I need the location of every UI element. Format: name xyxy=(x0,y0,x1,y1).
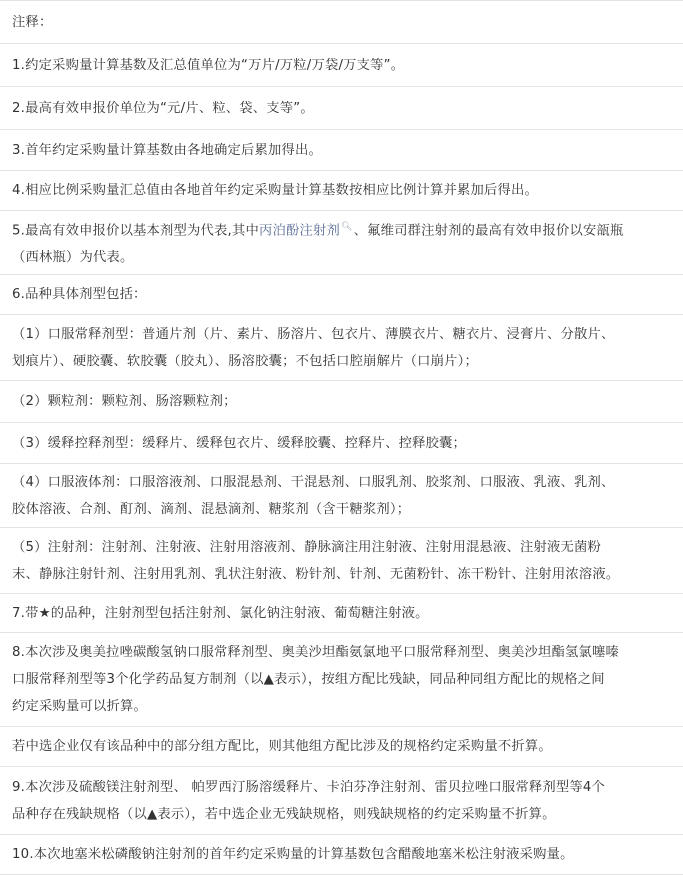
note-2-text: 2.最高有效申报价单位为“元/片、粒、袋、支等”。 xyxy=(12,100,314,116)
note-row-6-3 xyxy=(0,423,683,464)
note-row-7 xyxy=(0,594,683,633)
note-5-prefix: 5.最高有效申报价以基本剂型为代表,其中 xyxy=(12,223,259,239)
note-row-6 xyxy=(0,275,683,315)
note-6-2-text: （2）颗粒剂：颗粒剂、肠溶颗粒剂； xyxy=(12,394,237,409)
note-10-text: 10.本次地塞米松磷酸钠注射剂的首年约定采购量的计算基数包含醋酸地塞米松注射液采购量。 xyxy=(12,847,574,862)
note-6-text: 6.品种具体剂型包括： xyxy=(12,287,147,302)
note-row-8-extra xyxy=(0,727,683,767)
note-3-text: 3.首年约定采购量计算基数由各地确定后累加得出。 xyxy=(12,142,323,158)
note-6-1-line-2: 划痕片）、硬胶囊、软胶囊（胶丸）、肠溶胶囊；不包括口腔崩解片（口崩片）； xyxy=(12,353,478,369)
note-5-line-2: （西林瓶）为代表。 xyxy=(12,250,134,266)
note-8-line-1: 8.本次涉及奥美拉唑碳酸氢钠口服常释剂型、奥美沙坦酯氨氯地平口服常释剂型、奥美沙坦酯氢氯噻嗪 xyxy=(12,645,619,660)
note-row-6-2 xyxy=(0,381,683,423)
note-6-3-text: （3）缓释控释剂型：缓释片、缓释包衣片、缓释胶囊、控释片、控释胶囊； xyxy=(12,435,467,451)
drug-link[interactable]: 丙泊酚注射剂 xyxy=(258,223,340,239)
note-row-6-4 xyxy=(0,464,683,528)
note-row-1 xyxy=(0,44,683,87)
note-row-4 xyxy=(0,171,683,211)
note-9-line-2: 品种存在残缺规格（以▲表示），若中选企业无残缺规格，则残缺规格的约定采购量不折算。 xyxy=(12,806,556,822)
note-row-10 xyxy=(0,835,683,875)
note-row-3 xyxy=(0,130,683,171)
note-8-line-3: 约定采购量可以折算。 xyxy=(12,699,147,714)
note-5-suffix: 、氟维司群注射剂的最高有效申报价以安瓿瓶 xyxy=(353,223,624,239)
note-9-line-1: 9.本次涉及硫酸镁注射剂型、 帕罗西汀肠溶缓释片、卡泊芬净注射剂、雷贝拉唑口服常释剂型等4个 xyxy=(12,779,606,795)
notes-header-row xyxy=(0,0,683,44)
note-row-5 xyxy=(0,211,683,275)
note-6-4-line-1: （4）口服液体剂：口服溶液剂、口服混悬剂、干混悬剂、口服乳剂、胶浆剂、口服液、乳液、乳剂、 xyxy=(12,474,615,490)
note-row-6-1 xyxy=(0,315,683,381)
note-8-extra-text: 若中选企业仅有该品种中的部分组方配比，则其他组方配比涉及的规格约定采购量不折算。 xyxy=(12,739,552,754)
search-icon[interactable]: 🔍︎ xyxy=(340,221,353,232)
note-row-2 xyxy=(0,87,683,130)
note-row-8 xyxy=(0,633,683,727)
notes-header: 注释： xyxy=(12,14,53,30)
note-6-1-line-1: （1）口服常释剂型：普通片剂（片、素片、肠溶片、包衣片、薄膜衣片、糖衣片、浸膏片、分散片、 xyxy=(12,326,615,342)
note-7-text: 7.带★的品种，注射剂型包括注射剂、氯化钠注射液、葡萄糖注射液。 xyxy=(12,605,429,621)
note-row-9 xyxy=(0,767,683,835)
note-6-5-line-1: （5）注射剂：注射剂、注射液、注射用溶液剂、静脉滴注用注射液、注射用混悬液、注射液无菌粉 xyxy=(12,539,602,555)
note-4-text: 4.相应比例采购量汇总值由各地首年约定采购量计算基数按相应比例计算并累加后得出。 xyxy=(12,183,538,198)
note-6-5-line-2: 末、静脉注射针剂、注射用乳剂、乳状注射液、粉针剂、针剂、无菌粉针、冻干粉针、注射用浓溶液。 xyxy=(12,566,620,582)
note-row-6-5 xyxy=(0,528,683,594)
note-5-line-1 xyxy=(12,214,671,244)
note-6-4-line-2: 胶体溶液、合剂、酊剂、滴剂、混悬滴剂、糖浆剂（含干糖浆剂）； xyxy=(12,501,411,517)
note-8-line-2: 口服常释剂型等3个化学药品复方制剂（以▲表示），按组方配比残缺，同品种同组方配比的规格之间 xyxy=(12,672,605,687)
note-1-text: 1.约定采购量计算基数及汇总值单位为“万片/万粒/万袋/万支等”。 xyxy=(12,57,405,73)
